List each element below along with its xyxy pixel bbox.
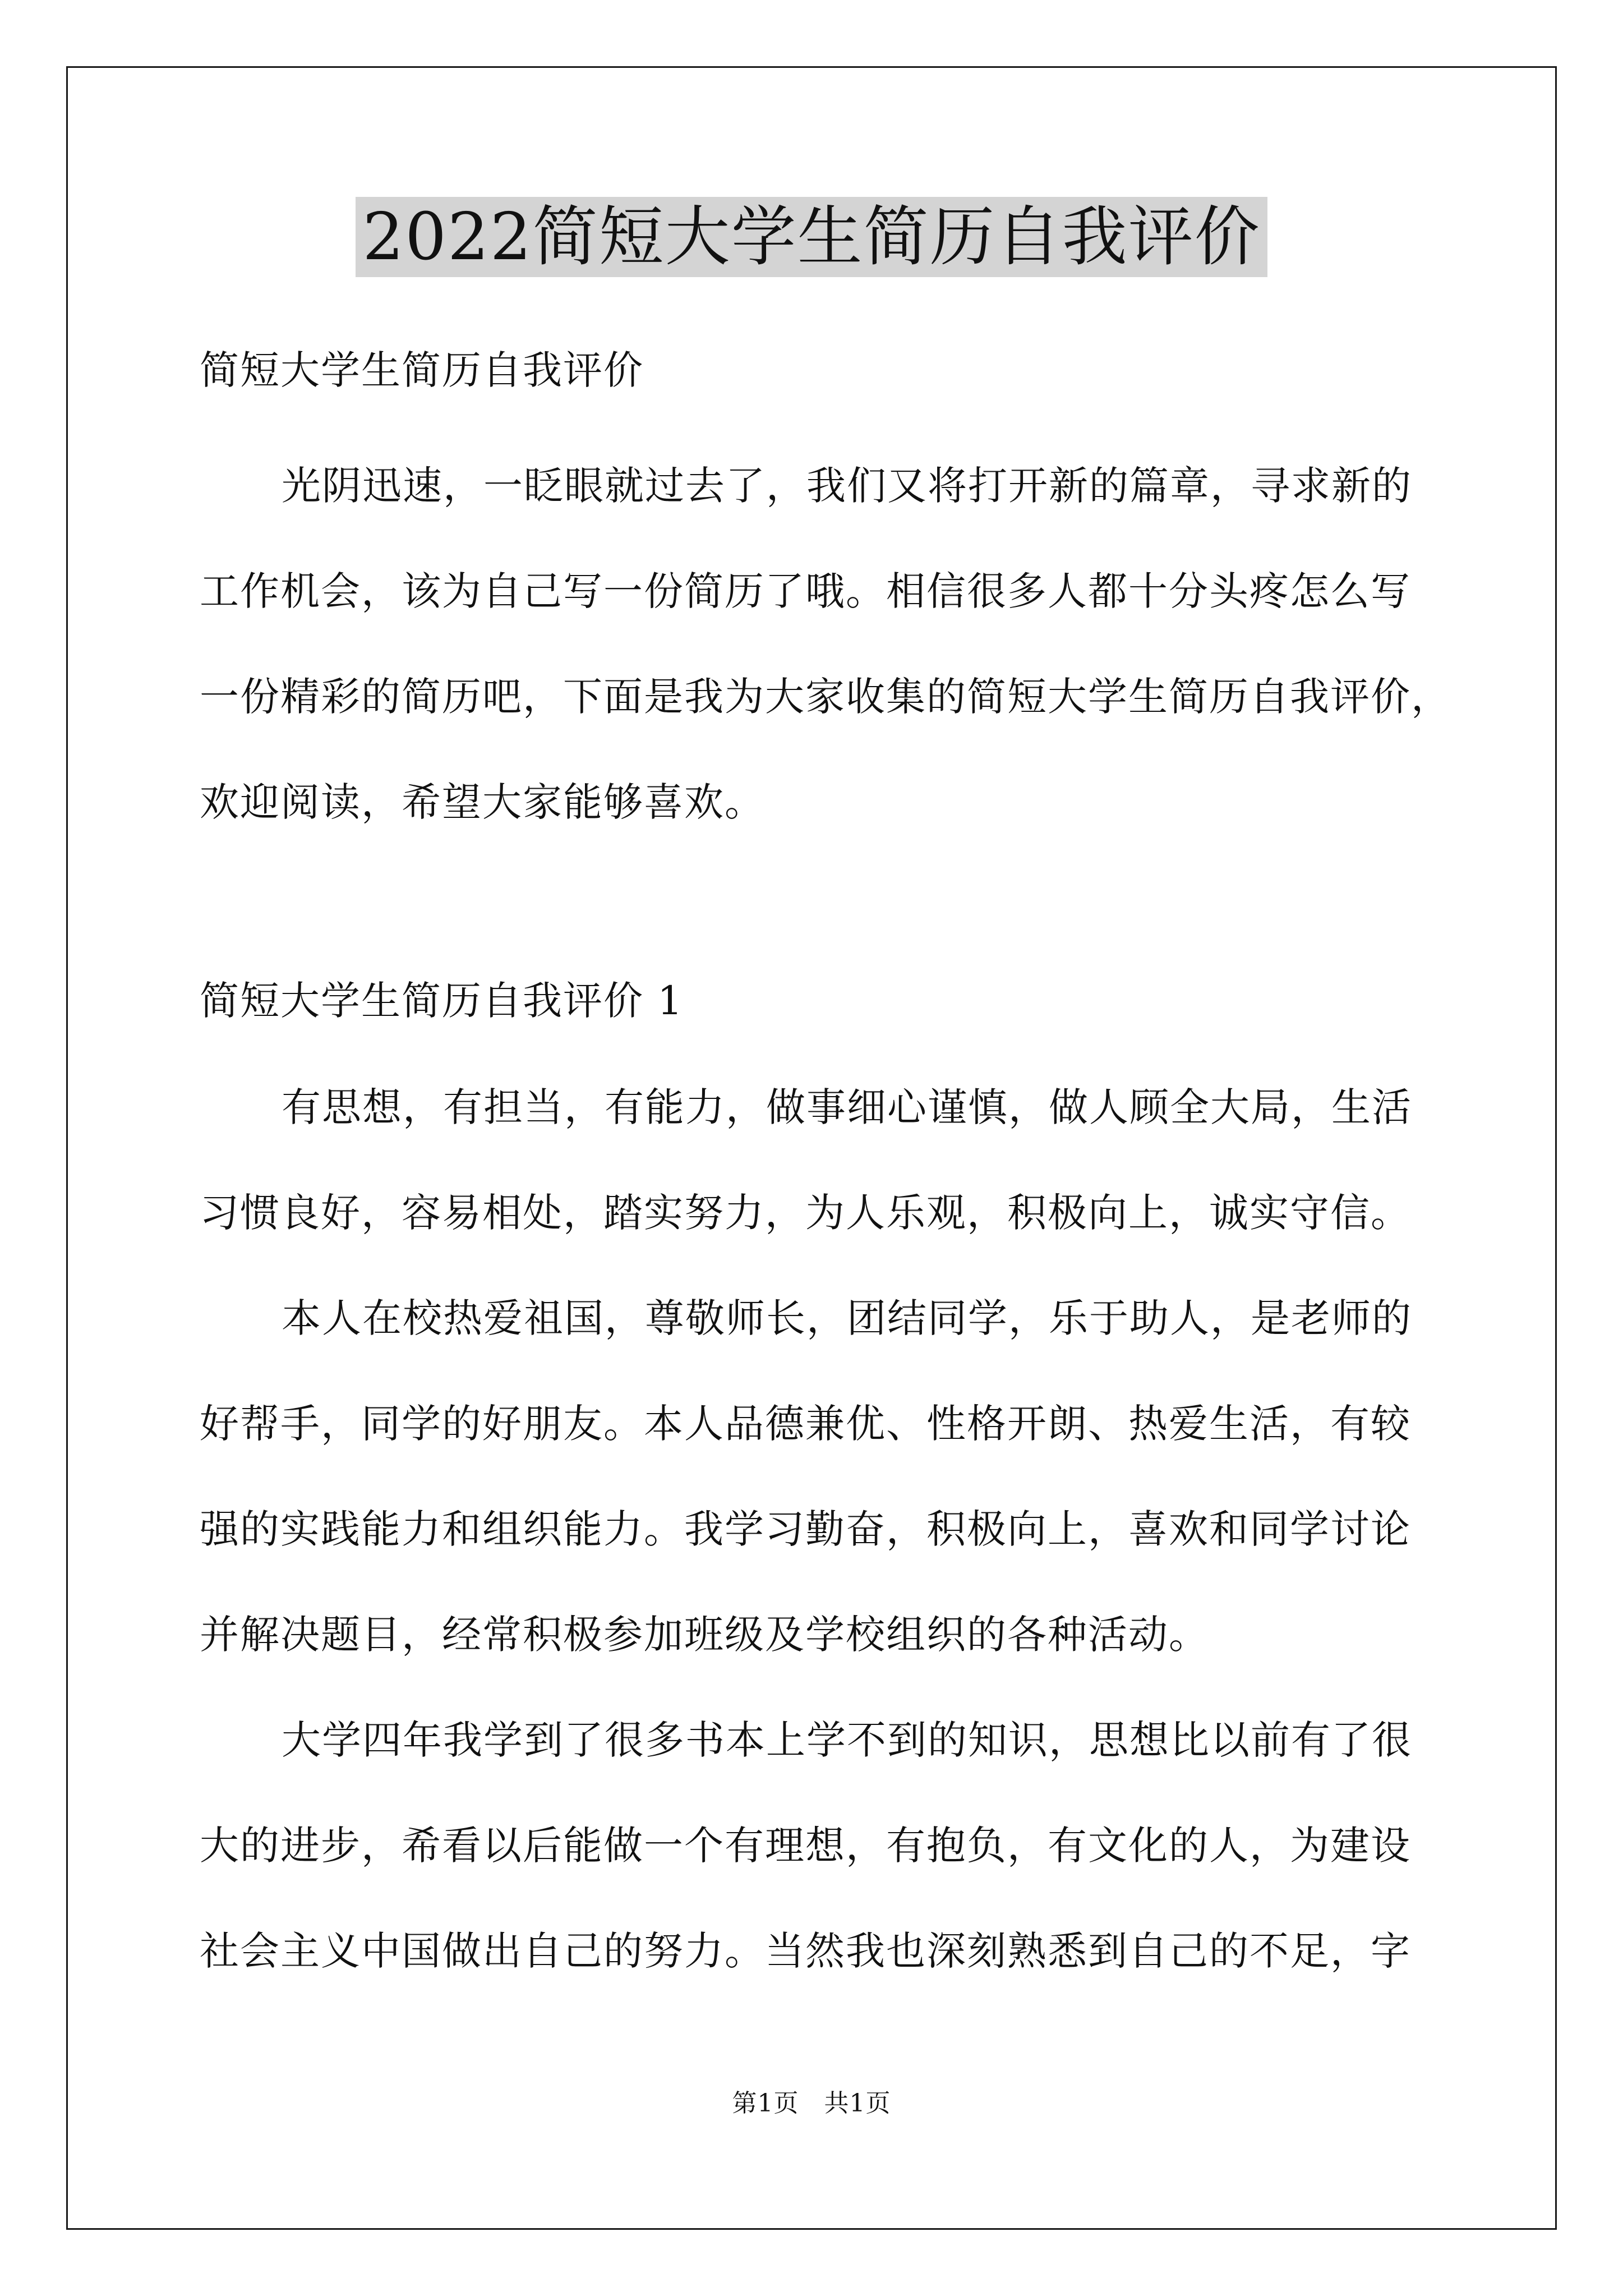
section1-line-6: 并解决题目，经常积极参加班级及学校组织的各种活动。	[200, 1612, 1209, 1658]
intro-line-1: 光阴迅速，一眨眼就过去了，我们又将打开新的篇章，寻求新的	[282, 463, 1412, 509]
section1-heading: 简短大学生简历自我评价 1	[200, 978, 684, 1024]
intro-line-3: 一份精彩的简历吧，下面是我为大家收集的简短大学生简历自我评价，	[200, 674, 1451, 720]
section1-line-8: 大的进步，希看以后能做一个有理想，有抱负，有文化的人，为建设	[200, 1823, 1411, 1869]
section1-line-4: 好帮手，同学的好朋友。本人品德兼优、性格开朗、热爱生活，有较	[200, 1401, 1411, 1447]
section1-line-9: 社会主义中国做出自己的努力。当然我也深刻熟悉到自己的不足，字	[200, 1928, 1411, 1974]
intro-line-4: 欢迎阅读，希望大家能够喜欢。	[200, 779, 765, 825]
section1-line-3: 本人在校热爱祖国，尊敬师长，团结同学，乐于助人，是老师的	[282, 1295, 1412, 1341]
page-footer: 第1页 共1页	[732, 2089, 891, 2118]
document-title-text: 2022简短大学生简历自我评价	[356, 197, 1267, 277]
document-title	[0, 195, 1623, 279]
intro-heading: 简短大学生简历自我评价	[200, 347, 644, 393]
intro-line-2: 工作机会，该为自己写一份简历了哦。相信很多人都十分头疼怎么写	[200, 568, 1411, 614]
section1-line-7: 大学四年我学到了很多书本上学不到的知识，思想比以前有了很	[282, 1717, 1412, 1763]
section1-line-1: 有思想，有担当，有能力，做事细心谨慎，做人顾全大局，生活	[282, 1084, 1412, 1130]
section1-line-5: 强的实践能力和组织能力。我学习勤奋，积极向上，喜欢和同学讨论	[200, 1506, 1411, 1552]
section1-line-2: 习惯良好，容易相处，踏实努力，为人乐观，积极向上，诚实守信。	[200, 1190, 1411, 1236]
